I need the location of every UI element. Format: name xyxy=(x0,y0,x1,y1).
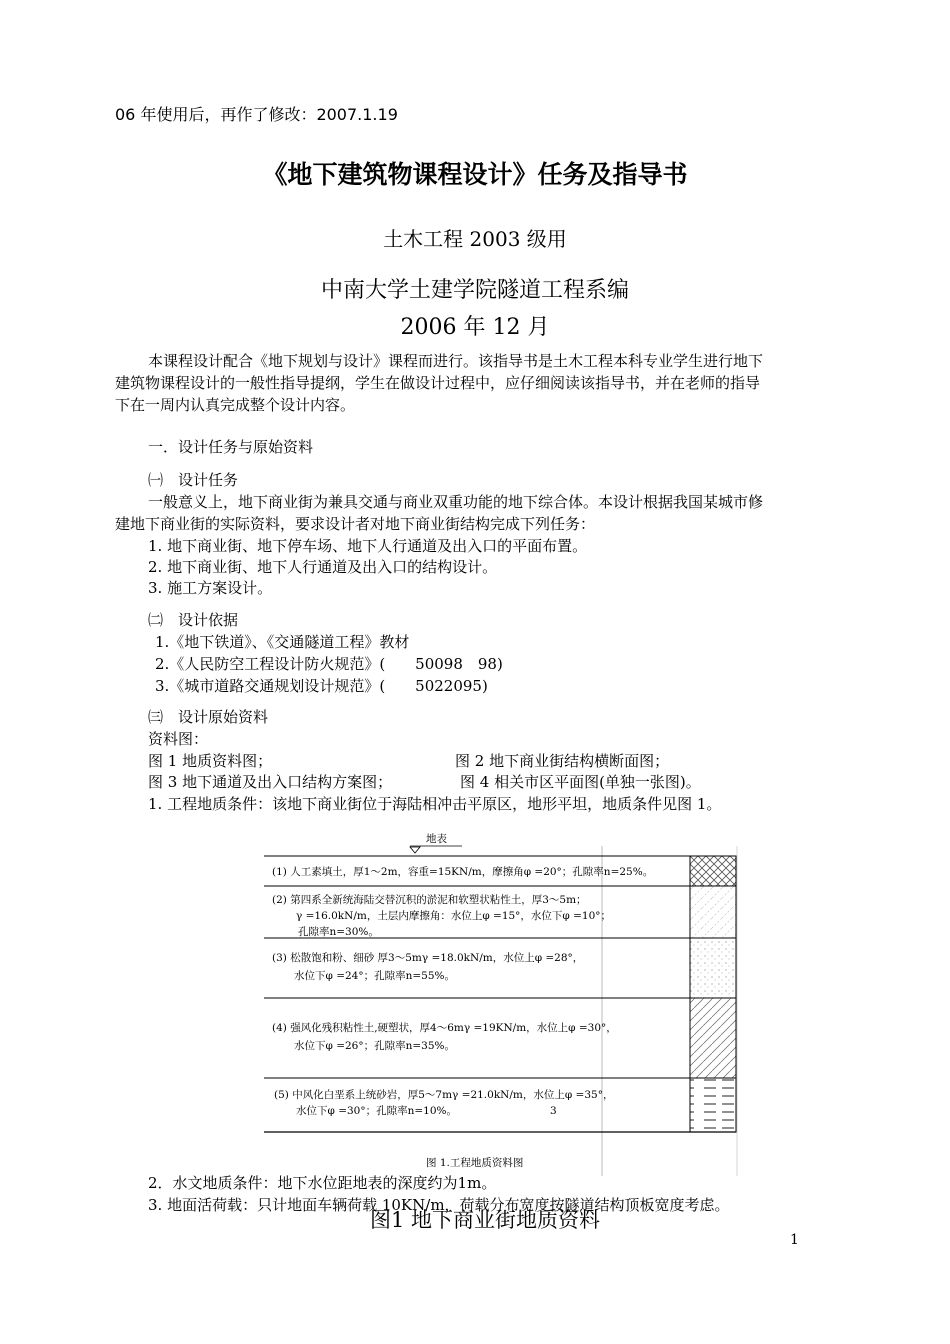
stratum-column-4 xyxy=(690,998,736,1078)
task-item-2: 2. 地下商业街、地下人行通道及出入口的结构设计。 xyxy=(148,558,498,576)
layer-2-line-2: γ =16.0kN/m，土层内摩擦角：水位上φ =15°，水位下φ =10°； xyxy=(296,910,612,922)
subsection-1-heading: ㈠ 设计任务 xyxy=(148,471,239,489)
revision-note: 06 年使用后，再作了修改：2007.1.19 xyxy=(115,105,398,124)
basis-item-1: 1.《地下铁道》、《交通隧道工程》教材 xyxy=(155,633,410,651)
task-para-line-2: 建地下商业街的实际资料，要求设计者对地下商业街结构完成下列任务： xyxy=(115,515,596,533)
subsection-3-heading: ㈢ 设计原始资料 xyxy=(148,708,269,726)
surface-marker xyxy=(410,847,420,853)
basis-item-3: 3.《城市道路交通规划设计规范》( 5022095) xyxy=(155,677,488,695)
layer-1-line-1: (1) 人工素填土，厚1～2m，容重=15KN/m，摩擦角φ =20°；孔隙率n=25%。 xyxy=(272,866,654,878)
stratum-column-2 xyxy=(690,886,736,938)
organization: 中南大学土建学院隧道工程系编 xyxy=(320,278,629,303)
stratum-column-5 xyxy=(690,1078,736,1132)
layer-4-line-2: 水位下φ =26°；孔隙率n=35%。 xyxy=(294,1040,455,1052)
overlay-caption: 图1 地下商业街地质资料 xyxy=(370,1208,601,1232)
intro-line-1: 本课程设计配合《地下规划与设计》课程而进行。该指导书是土木工程本科专业学生进行地下 xyxy=(148,352,764,370)
figure-2-ref: 图 2 地下商业街结构横断面图； xyxy=(455,752,670,770)
layer-5-line-1: (5) 中风化白垩系上统砂岩，厚5～7mγ =21.0kN/m，水位上φ =35°， xyxy=(274,1089,614,1101)
surface-label: 地表 xyxy=(426,833,447,845)
materials-label: 资料图： xyxy=(148,730,209,748)
subsection-2-heading: ㈡ 设计依据 xyxy=(148,611,239,629)
geology-item-1: 1. 工程地质条件：该地下商业街位于海陆相冲击平原区，地形平坦，地质条件见图 1。 xyxy=(148,795,722,813)
page-number: 1 xyxy=(790,1232,799,1248)
stratum-column-1 xyxy=(690,856,736,886)
layer-5-line-2: 水位下φ =30°；孔隙率n=10%。 xyxy=(296,1105,457,1117)
hydrology-item-2: 2．水文地质条件：地下水位距地表的深度约为1m。 xyxy=(148,1174,497,1192)
figure-4-ref: 图 4 相关市区平面图(单独一张图)。 xyxy=(460,773,701,791)
basis-item-2: 2.《人民防空工程设计防火规范》( 50098 98) xyxy=(155,655,503,673)
layer-3-line-1: (3) 松散饱和粉、细砂 厚3～5mγ =18.0kN/m，水位上φ =28°， xyxy=(272,952,584,964)
document-title: 《地下建筑物课程设计》任务及指导书 xyxy=(262,160,688,189)
task-para-line-1: 一般意义上，地下商业街为兼具交通与商业双重功能的地下综合体。本设计根据我国某城市修 xyxy=(148,493,764,511)
load-item-3: 3. 地面活荷载：只计地面车辆荷载 10KN/m，荷载分布宽度按隧道结构顶板宽度考虑。 xyxy=(148,1196,730,1214)
intro-line-3: 下在一周内认真完成整个设计内容。 xyxy=(115,396,356,414)
section-1-heading: 一．设计任务与原始资料 xyxy=(148,438,314,456)
diagram-caption: 图 1.工程地质资料图 xyxy=(426,1157,524,1169)
layer-2-line-3: 孔隙率n=30%。 xyxy=(298,926,379,938)
figure-3-ref: 图 3 地下通道及出入口结构方案图； xyxy=(148,773,393,791)
intro-line-2: 建筑物课程设计的一般性指导提纲，学生在做设计过程中，应仔细阅读该指导书，并在老师的指导 xyxy=(115,374,761,392)
layer-4-line-1: (4) 强风化残积粘性土,硬塑状，厚4～6mγ =19KN/m，水位上φ =30°， xyxy=(272,1022,617,1034)
small-mark: 3 xyxy=(550,1105,557,1117)
task-item-3: 3. 施工方案设计。 xyxy=(148,579,273,597)
figure-1-ref: 图 1 地质资料图； xyxy=(148,752,273,770)
document-date: 2006 年 12 月 xyxy=(400,315,550,340)
layer-2-line-1: (2) 第四系全新统海陆交替沉积的淤泥和软塑状粘性土，厚3～5m； xyxy=(272,894,587,906)
stratum-column-3 xyxy=(690,938,736,998)
document-subtitle: 土木工程 2003 级用 xyxy=(383,227,567,251)
geology-diagram xyxy=(262,828,742,1176)
task-item-1: 1. 地下商业街、地下停车场、地下人行通道及出入口的平面布置。 xyxy=(148,537,588,555)
layer-3-line-2: 水位下φ =24°；孔隙率n=55%。 xyxy=(294,970,455,982)
